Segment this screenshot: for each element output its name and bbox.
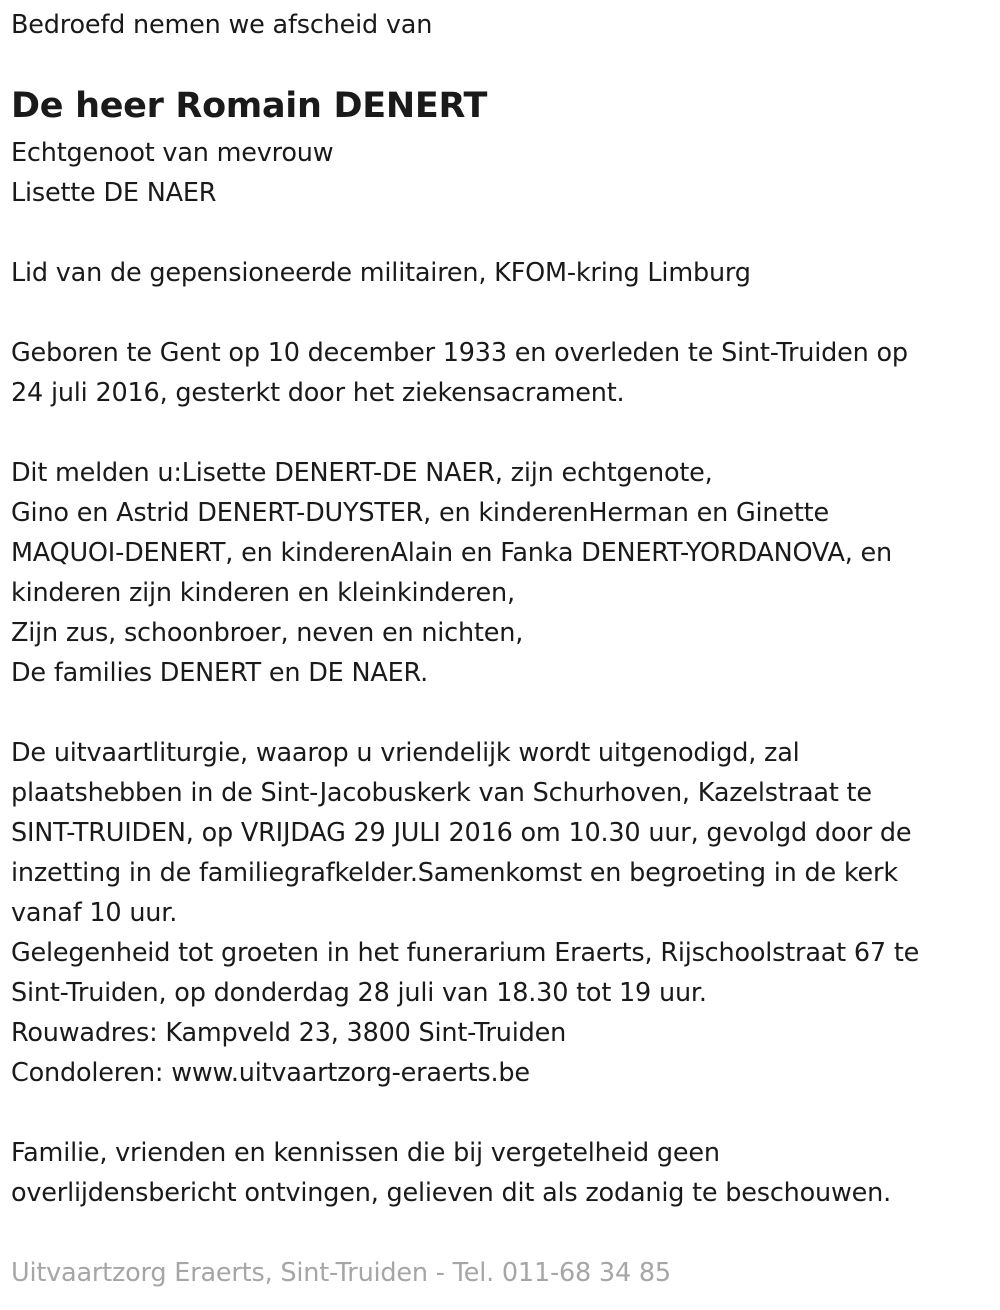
- mourning-address: Rouwadres: Kampveld 23, 3800 Sint-Truiden: [11, 1018, 567, 1048]
- birth-death-line: 24 juli 2016, gesterkt door het ziekensacrament.: [11, 378, 625, 408]
- family-line: MAQUOI-DENERT, en kinderenAlain en Fanka DENERT-YORDANOVA, en: [11, 538, 892, 568]
- condolences-line[interactable]: [11, 1053, 919, 1093]
- family-line: Gino en Astrid DENERT-DUYSTER, en kinderenHerman en Ginette: [11, 498, 829, 528]
- intro-text: Bedroefd nemen we afscheid van: [11, 10, 433, 40]
- notice-line: Familie, vrienden en kennissen die bij vergetelheid geen: [11, 1138, 720, 1168]
- funeral-line: De uitvaartliturgie, waarop u vriendelijk wordt uitgenodigd, zal: [11, 738, 800, 768]
- birth-death-block: [11, 333, 908, 413]
- deceased-name: De heer Romain DENERT: [11, 86, 488, 126]
- funeral-home-footer: Uitvaartzorg Eraerts, Sint-Truiden - Tel. 011-68 34 85: [11, 1258, 671, 1288]
- family-line: De families DENERT en DE NAER.: [11, 658, 429, 688]
- condolences-link[interactable]: Condoleren: www.uitvaartzorg-eraerts.be: [11, 1058, 530, 1088]
- funeral-line: Gelegenheid tot groeten in het funerarium Eraerts, Rijschoolstraat 67 te: [11, 938, 920, 968]
- notice-line: overlijdensbericht ontvingen, gelieven dit als zodanig te beschouwen.: [11, 1178, 892, 1208]
- spouse-block: [11, 133, 333, 213]
- membership-block: [11, 253, 751, 293]
- funeral-line: vanaf 10 uur.: [11, 898, 178, 928]
- family-line: kinderen zijn kinderen en kleinkinderen,: [11, 578, 515, 608]
- membership-text: Lid van de gepensioneerde militairen, KFOM-kring Limburg: [11, 258, 751, 288]
- family-block: [11, 453, 892, 693]
- funeral-line: SINT-TRUIDEN, op VRIJDAG 29 JULI 2016 om 10.30 uur, gevolgd door de: [11, 818, 912, 848]
- spouse-name: Lisette DE NAER: [11, 178, 217, 208]
- family-line: Zijn zus, schoonbroer, neven en nichten,: [11, 618, 524, 648]
- funeral-block: [11, 733, 919, 1093]
- spouse-line: Echtgenoot van mevrouw: [11, 138, 334, 168]
- birth-death-line: Geboren te Gent op 10 december 1933 en overleden te Sint-Truiden op: [11, 338, 908, 368]
- notice-block: [11, 1133, 891, 1213]
- funeral-line: inzetting in de familiegrafkelder.Samenkomst en begroeting in de kerk: [11, 858, 898, 888]
- family-line: Dit melden u:Lisette DENERT-DE NAER, zijn echtgenote,: [11, 458, 713, 488]
- funeral-line: Sint-Truiden, op donderdag 28 juli van 18.30 tot 19 uur.: [11, 978, 707, 1008]
- funeral-line: plaatshebben in de Sint-Jacobuskerk van Schurhoven, Kazelstraat te: [11, 778, 872, 808]
